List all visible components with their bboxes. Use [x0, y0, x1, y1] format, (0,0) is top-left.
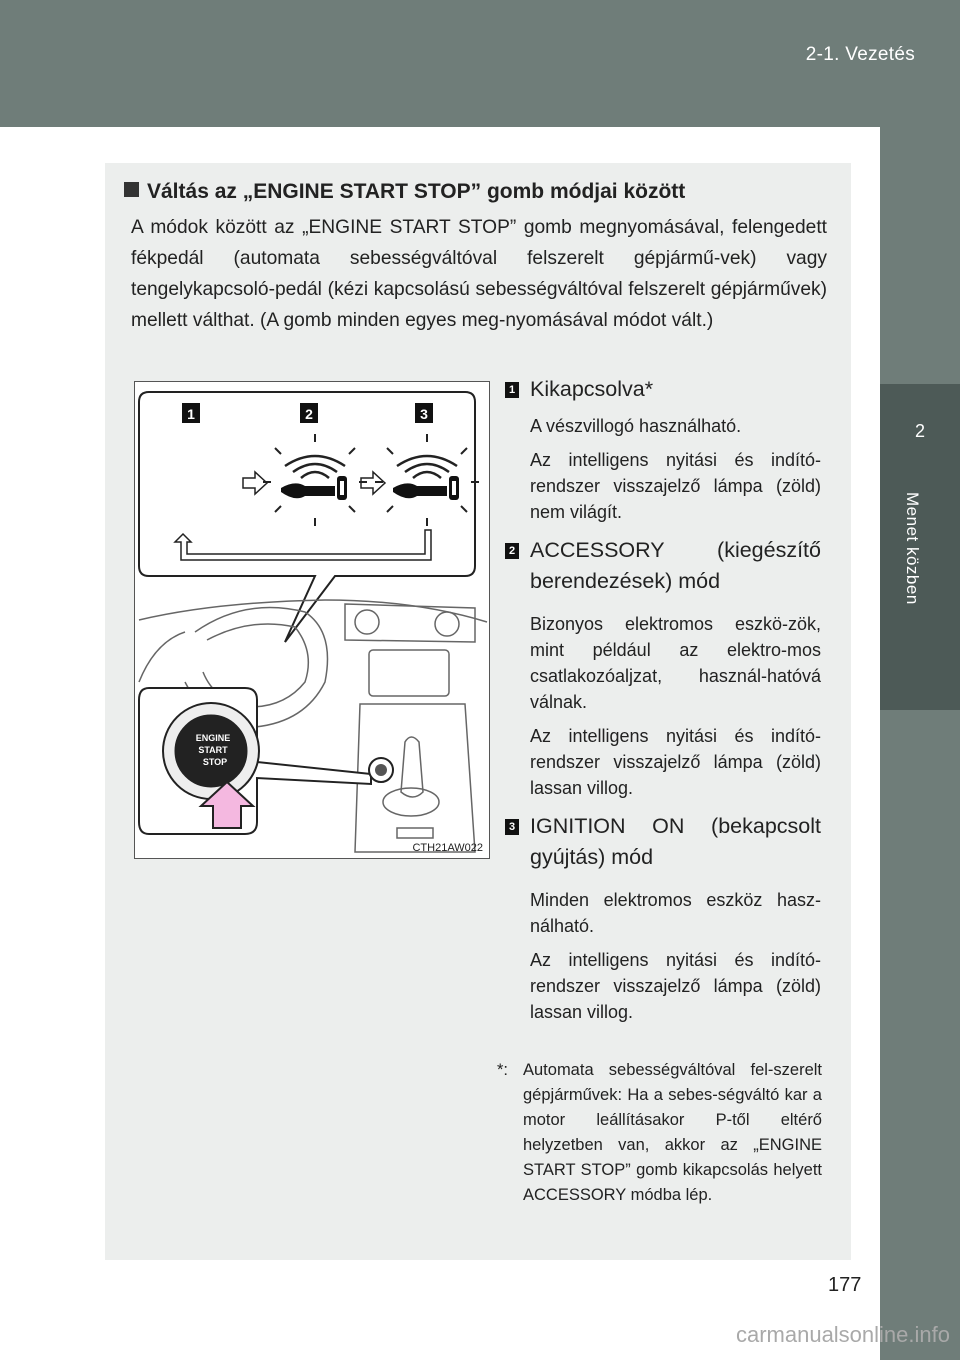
mode-item-accessory [505, 535, 821, 801]
mode-number-badge: 1 [505, 382, 519, 398]
figure-label-2: 2 [305, 406, 313, 422]
mode-title: ACCESSORY (kiegészítő berendezések) mód [530, 538, 821, 593]
figure-label-3: 3 [420, 406, 428, 422]
mode-number-badge: 3 [505, 819, 519, 835]
section-heading-text: Váltás az „ENGINE START STOP” gomb módjai között [147, 180, 686, 203]
start-button-text-3: STOP [202, 757, 228, 767]
mode-description: Az intelligens nyitási és indító-rendszer visszajelző lámpa (zöld) nem világít. [530, 450, 821, 522]
page-number: 177 [828, 1274, 862, 1296]
mode-item-ignition-on [505, 811, 821, 1025]
figure-code: CTH21AW022 [412, 842, 483, 854]
mode-description: Az intelligens nyitási és indító-rendszer visszajelző lámpa (zöld) lassan villog. [530, 950, 821, 1022]
illustration-figure [134, 381, 490, 859]
mode-item-off [505, 374, 821, 525]
mode-description: A vészvillogó használható. [530, 416, 742, 436]
watermark[interactable]: carmanualsonline.info [735, 1322, 950, 1347]
start-button-text-2: START [198, 745, 228, 755]
mode-description: Bizonyos elektromos eszkö-zök, mint például az elektro-mos csatlakozóaljzat, használ-hatóvá válnak. [530, 614, 821, 712]
mode-description: Minden elektromos eszköz hasz-nálható. [530, 890, 821, 936]
footnote-mark: *: [497, 1061, 509, 1079]
mode-list [505, 374, 821, 1025]
square-bullet-icon [124, 182, 139, 197]
intro-paragraph: A módok között az „ENGINE START STOP” gomb megnyomásával, felengedett fékpedál (automata sebességváltóval felszerelt gépjármű-vek) vagy tengelykapcsoló-pedál (kézi kapcsolású sebességváltóval felszerelt gépjárművek) mellett válthat. (A gomb minden egyes meg-nyomásával módot vált.) [131, 217, 827, 331]
chapter-title: 2-1. Vezetés [805, 44, 915, 65]
figure-label-1: 1 [187, 406, 195, 422]
mode-number-badge: 2 [505, 543, 519, 559]
side-tab-upper [880, 127, 960, 384]
footnote-text: Automata sebességváltóval fel-szerelt gépjárművek: Ha a sebes-ségváltó kar a motor leállításakor P-től eltérő helyzetben van, akkor az „ENGINE START STOP” gomb kikapcsolás helyett ACCESSORY módba lép. [523, 1061, 822, 1204]
side-tab-number: 2 [914, 421, 925, 441]
start-button-text-1: ENGINE [195, 733, 231, 743]
dashboard-illustration [135, 382, 489, 858]
section-heading [124, 180, 685, 204]
mode-title: IGNITION ON (bekapcsolt gyújtás) mód [530, 814, 821, 869]
mode-description: Az intelligens nyitási és indító-rendszer visszajelző lámpa (zöld) lassan villog. [530, 726, 821, 798]
footnote [497, 1058, 822, 1208]
side-tab-label: Menet közben [903, 492, 922, 605]
side-tab-lower [880, 710, 960, 1360]
mode-title: Kikapcsolva* [530, 377, 654, 401]
